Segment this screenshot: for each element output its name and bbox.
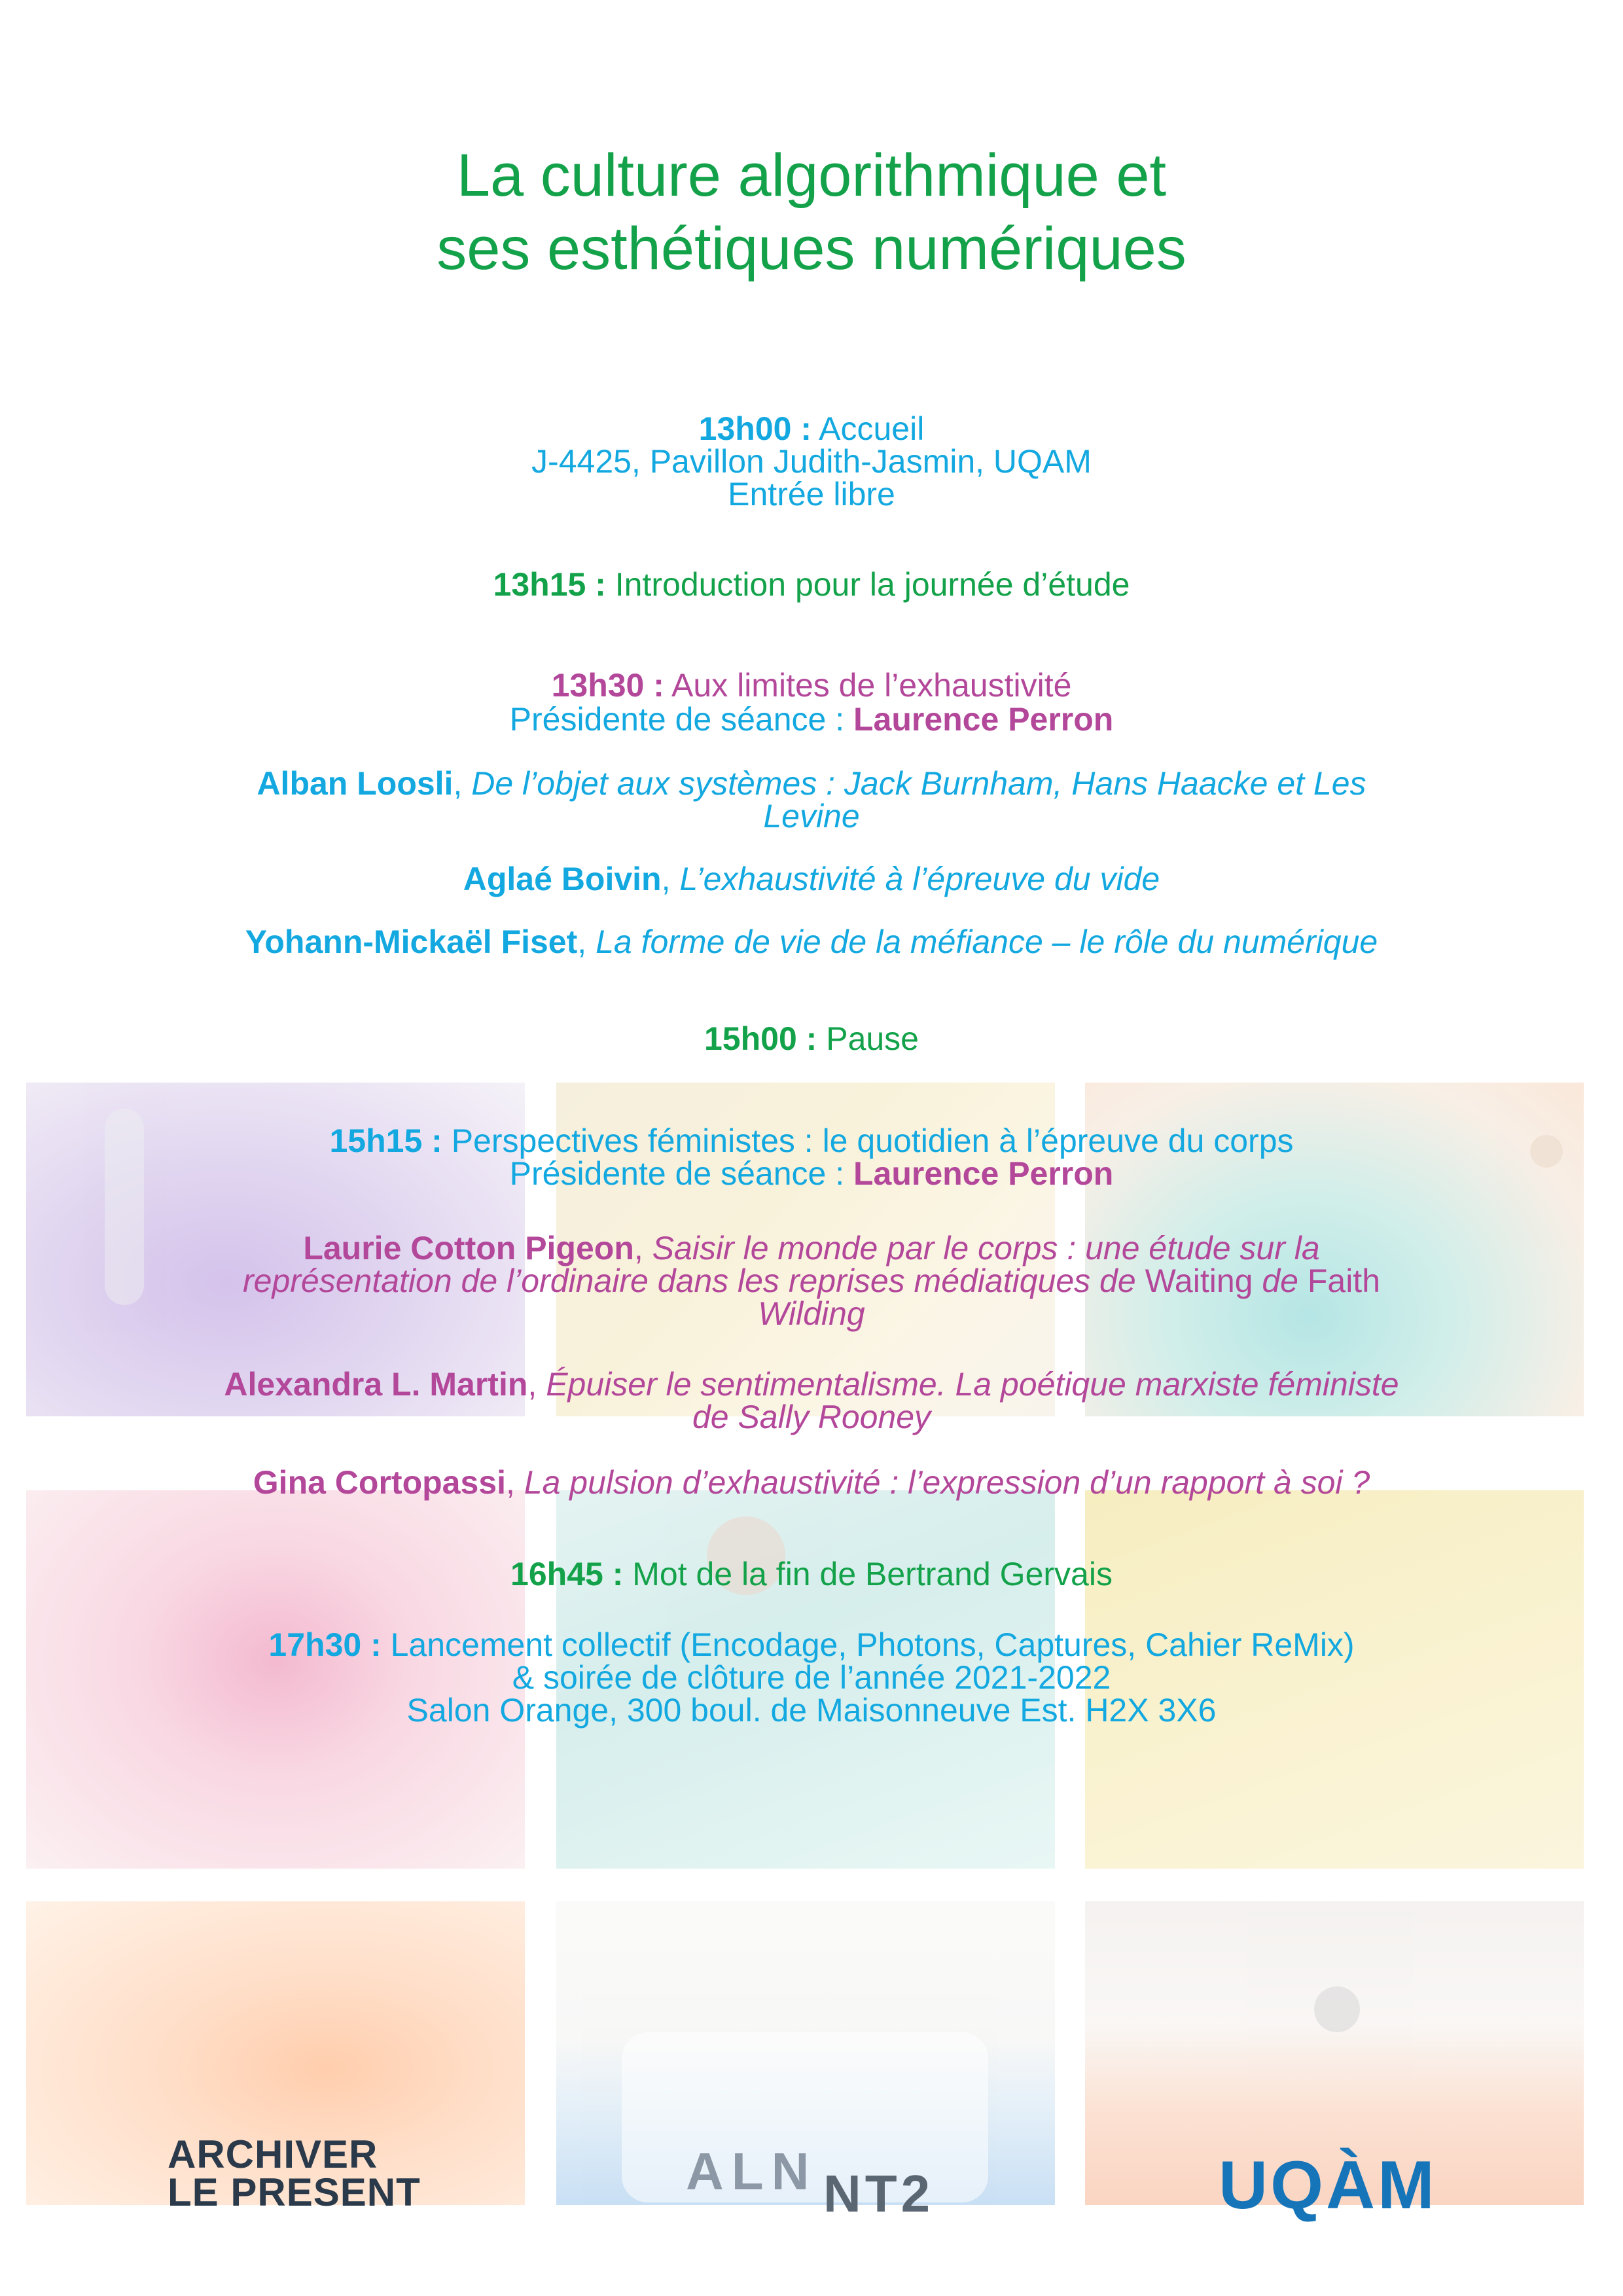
- talk-speaker: Aglaé Boivin: [463, 861, 662, 897]
- agenda-time: 13h00 :: [698, 410, 812, 447]
- talk-separator: ,: [453, 765, 472, 802]
- talk-separator: ,: [633, 1230, 652, 1266]
- talk-speaker: Alexandra L. Martin: [224, 1366, 528, 1403]
- talk-title-continued: de Sally Rooney: [692, 1399, 931, 1435]
- agenda-label: Lancement collectif (Encodage, Photons, Captures, Cahier ReMix): [381, 1626, 1355, 1663]
- agenda-time: 13h30 :: [551, 667, 664, 704]
- talk-separator: ,: [661, 861, 680, 897]
- agenda-closing: [131, 1558, 1492, 1590]
- talk-speaker: Laurie Cotton Pigeon: [303, 1230, 634, 1266]
- talk-speaker: Alban Loosli: [257, 765, 454, 802]
- agenda-label: Perspectives féministes : le quotidien à l’épreuve du corps: [442, 1122, 1294, 1159]
- agenda-accueil: [131, 412, 1492, 511]
- page-title: [0, 139, 1623, 285]
- agenda-time: 15h00 :: [704, 1020, 817, 1057]
- uqam-logo: UQÀM: [1219, 2147, 1437, 2223]
- archiver-logo-line-2: LE PRESENT: [168, 2170, 421, 2214]
- talk-separator: ,: [577, 924, 596, 960]
- talk-item: [131, 1232, 1492, 1330]
- agenda-launch: [131, 1628, 1492, 1727]
- chair-name: Laurence Perron: [853, 1155, 1114, 1192]
- agenda-time: 17h30 :: [268, 1626, 382, 1663]
- agenda-label: Aux limites de l’exhaustivité: [664, 667, 1072, 704]
- talk-separator: ,: [527, 1366, 546, 1403]
- archiver-logo-line-1: ARCHIVER: [168, 2132, 378, 2176]
- talk-item: [131, 925, 1492, 958]
- aln-logo-text: ALN: [686, 2142, 817, 2200]
- chair-label: Présidente de séance :: [509, 701, 853, 738]
- talk-speaker: Gina Cortopassi: [253, 1464, 506, 1501]
- agenda-launch-venue: Salon Orange, 300 boul. de Maisonneuve Est. H2X 3X6: [406, 1692, 1217, 1729]
- agenda-pause: [131, 1022, 1492, 1055]
- talk-title: La forme de vie de la méfiance – le rôle du numérique: [596, 924, 1378, 960]
- talk-title-continued: de: [1253, 1263, 1308, 1299]
- archiver-le-present-logo: [168, 2132, 421, 2214]
- talk-title: Saisir le monde par le corps : une étude sur la: [652, 1230, 1320, 1266]
- chair-name: Laurence Perron: [853, 701, 1114, 738]
- talk-item: [131, 1466, 1492, 1499]
- talk-title-continued: représentation de l’ordinaire dans les reprises médiatiques de: [242, 1263, 1145, 1299]
- agenda-intro: [131, 568, 1492, 601]
- nt2-logo-text: NT2: [823, 2164, 935, 2223]
- agenda-session-2: [131, 1124, 1492, 1190]
- agenda-label: Pause: [817, 1020, 919, 1057]
- talk-item: [131, 767, 1492, 833]
- agenda-session-1: [131, 669, 1492, 702]
- talk-title: L’exhaustivité à l’épreuve du vide: [679, 861, 1160, 897]
- work-title: Waiting: [1145, 1263, 1253, 1299]
- agenda-time: 16h45 :: [510, 1556, 624, 1592]
- talk-item: [131, 1368, 1492, 1433]
- talk-separator: ,: [505, 1464, 524, 1501]
- title-line-2: ses esthétiques numériques: [437, 215, 1186, 282]
- title-line-1: La culture algorithmique et: [456, 142, 1167, 209]
- talk-item: [131, 863, 1492, 895]
- agenda-location: J-4425, Pavillon Judith-Jasmin, UQAM: [531, 443, 1092, 480]
- aln-nt2-logo: [686, 2142, 961, 2223]
- talk-title: La pulsion d’exhaustivité : l’expression d’un rapport à soi ?: [524, 1464, 1370, 1501]
- agenda-time: 13h15 :: [493, 566, 606, 603]
- agenda-launch-line-2: & soirée de clôture de l’année 2021-2022: [512, 1659, 1111, 1696]
- talk-speaker: Yohann-Mickaël Fiset: [245, 924, 578, 960]
- session-1-chair: [131, 703, 1492, 736]
- agenda-time: 15h15 :: [329, 1122, 442, 1159]
- talk-title: De l’objet aux systèmes : Jack Burnham, Hans Haacke et Les: [471, 765, 1366, 802]
- talk-title-continued: Wilding: [758, 1295, 865, 1332]
- agenda-label: Mot de la fin de Bertrand Gervais: [623, 1556, 1113, 1592]
- artist-name: Faith: [1307, 1263, 1381, 1299]
- talk-title: Épuiser le sentimentalisme. La poétique marxiste féministe: [546, 1366, 1399, 1403]
- agenda-label: Accueil: [812, 410, 925, 447]
- agenda-label: Introduction pour la journée d’étude: [605, 566, 1130, 603]
- talk-title-continued: Levine: [763, 798, 860, 834]
- agenda-entry: Entrée libre: [728, 476, 895, 512]
- chair-label: Présidente de séance :: [509, 1155, 853, 1192]
